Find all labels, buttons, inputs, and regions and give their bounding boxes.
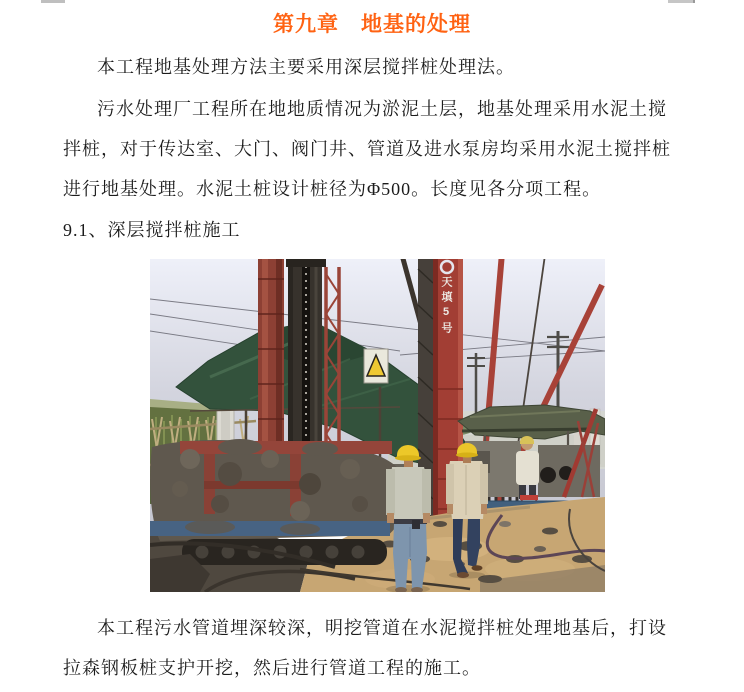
page-top-mark — [41, 0, 65, 3]
paragraph-line: 本工程污水管道埋深较深，明挖管道在水泥搅拌桩处理地基后，打设 — [97, 618, 667, 638]
paragraph-line: 污水处理厂工程所在地地质情况为淤泥土层，地基处理采用水泥土搅 — [97, 99, 667, 119]
section-heading: 9.1、深层搅拌桩施工 — [63, 220, 241, 240]
paragraph-line: 本工程地基处理方法主要采用深层搅拌桩处理法。 — [97, 57, 515, 77]
chapter-title: 第九章 地基的处理 — [273, 12, 471, 36]
construction-photo-illustration — [150, 259, 605, 592]
paragraph-line: 拉森钢板桩支护开挖，然后进行管道工程的施工。 — [63, 658, 481, 678]
paragraph-line: 进行地基处理。水泥土桩设计桩径为Φ500。长度见各分项工程。 — [63, 179, 602, 199]
paragraph-line: 拌桩，对于传达室、大门、阀门井、管道及进水泵房均采用水泥土搅拌桩 — [63, 139, 671, 159]
page-top-mark — [668, 0, 695, 3]
construction-photo — [150, 259, 605, 592]
mast-label: 天填5号 — [440, 276, 452, 337]
